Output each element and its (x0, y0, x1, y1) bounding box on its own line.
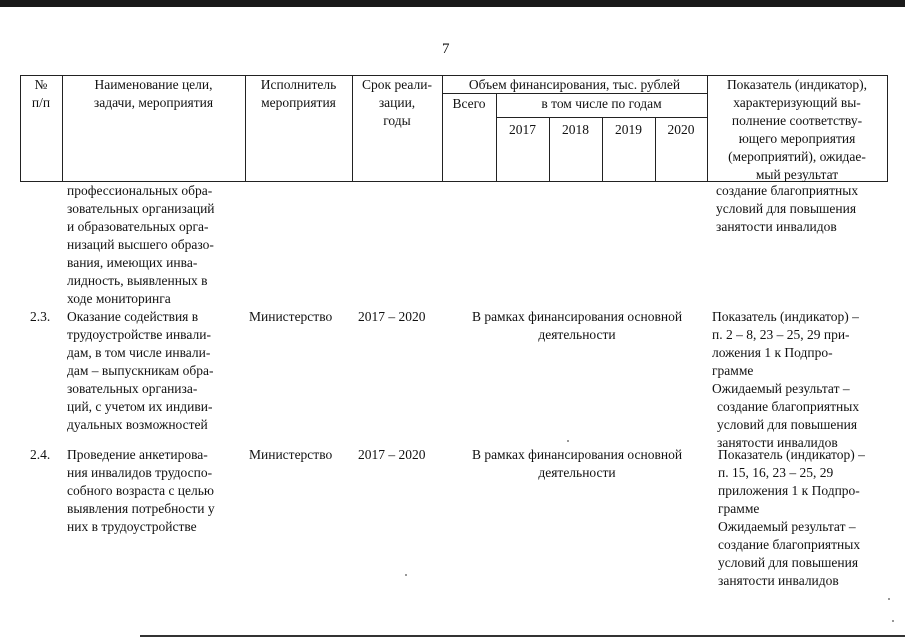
row-2-4-funding: В рамках финансирования основной деятельности (471, 447, 683, 480)
header-term: Срок реали- зации, годы (362, 77, 432, 128)
header-total: Всего (452, 96, 486, 111)
continuation-name: профессиональных обра- зовательных организаций и образовательных орга- низаций высшего образо- вания, имеющих инва- лидность, выявленных в ходе мониторинга (67, 183, 215, 306)
row-2-4-name: Проведение анкетирова- ния инвалидов трудоспо- собного возраста с целью выявления потребности у них в трудоустройстве (67, 447, 215, 534)
header-year-2019: 2019 (615, 122, 642, 137)
continuation-indicator: создание благоприятных условий для повышения занятости инвалидов (716, 183, 859, 234)
row-2-3-indicator: Показатель (индикатор) – п. 2 – 8, 23 – 25, 29 при- ложения 1 к Подпро- грамме Ожидаемый результат – создание благоприятных условий для повышения занятости инвалидов (712, 309, 860, 450)
row-2-3-name: Оказание содействия в трудоустройстве инвали- дам, в том числе инвали- дам – выпускникам обра- зовательных организа- ций, с учетом их индиви- дуальных возможностей (67, 309, 214, 432)
header-col-line-10 (887, 75, 888, 182)
row-2-4-num: 2.4. (30, 447, 51, 462)
header-by-years: в том числе по годам (541, 96, 662, 111)
row-2-3-num: 2.3. (30, 309, 51, 324)
scan-top-border (0, 0, 905, 7)
header-year-2017: 2017 (509, 122, 536, 137)
scan-speck (567, 440, 569, 442)
header-year-2018: 2018 (562, 122, 589, 137)
row-2-4-indicator: Показатель (индикатор) – п. 15, 16, 23 – 25, 29 приложения 1 к Подпро- грамме Ожидаемый результат – создание благоприятных условий для повышения занятости инвалидов (718, 447, 865, 588)
header-indicator: Показатель (индикатор), характеризующий вы- полнение соответству- ющего мероприятия (мероприятий), ожидае- мый результат (726, 77, 868, 182)
header-executor: Исполнитель мероприятия (260, 77, 337, 110)
header-funding-title: Объем финансирования, тыс. рублей (468, 77, 681, 92)
row-2-3-executor: Министерство (249, 309, 333, 324)
header-num: № п/п (31, 77, 51, 110)
row-2-4-executor: Министерство (249, 447, 333, 462)
header-year-2020: 2020 (667, 122, 695, 137)
header-name: Наименование цели, задачи, мероприятия (93, 77, 214, 110)
row-2-3-term: 2017 – 2020 (358, 309, 426, 324)
scan-bottom-line (140, 635, 905, 637)
scan-speck (405, 574, 407, 576)
scan-speck (892, 620, 894, 622)
scan-speck (888, 598, 890, 600)
row-2-3-funding: В рамках финансирования основной деятельности (471, 309, 683, 342)
row-2-4-term: 2017 – 2020 (358, 447, 426, 462)
page-number: 7 (442, 41, 450, 57)
